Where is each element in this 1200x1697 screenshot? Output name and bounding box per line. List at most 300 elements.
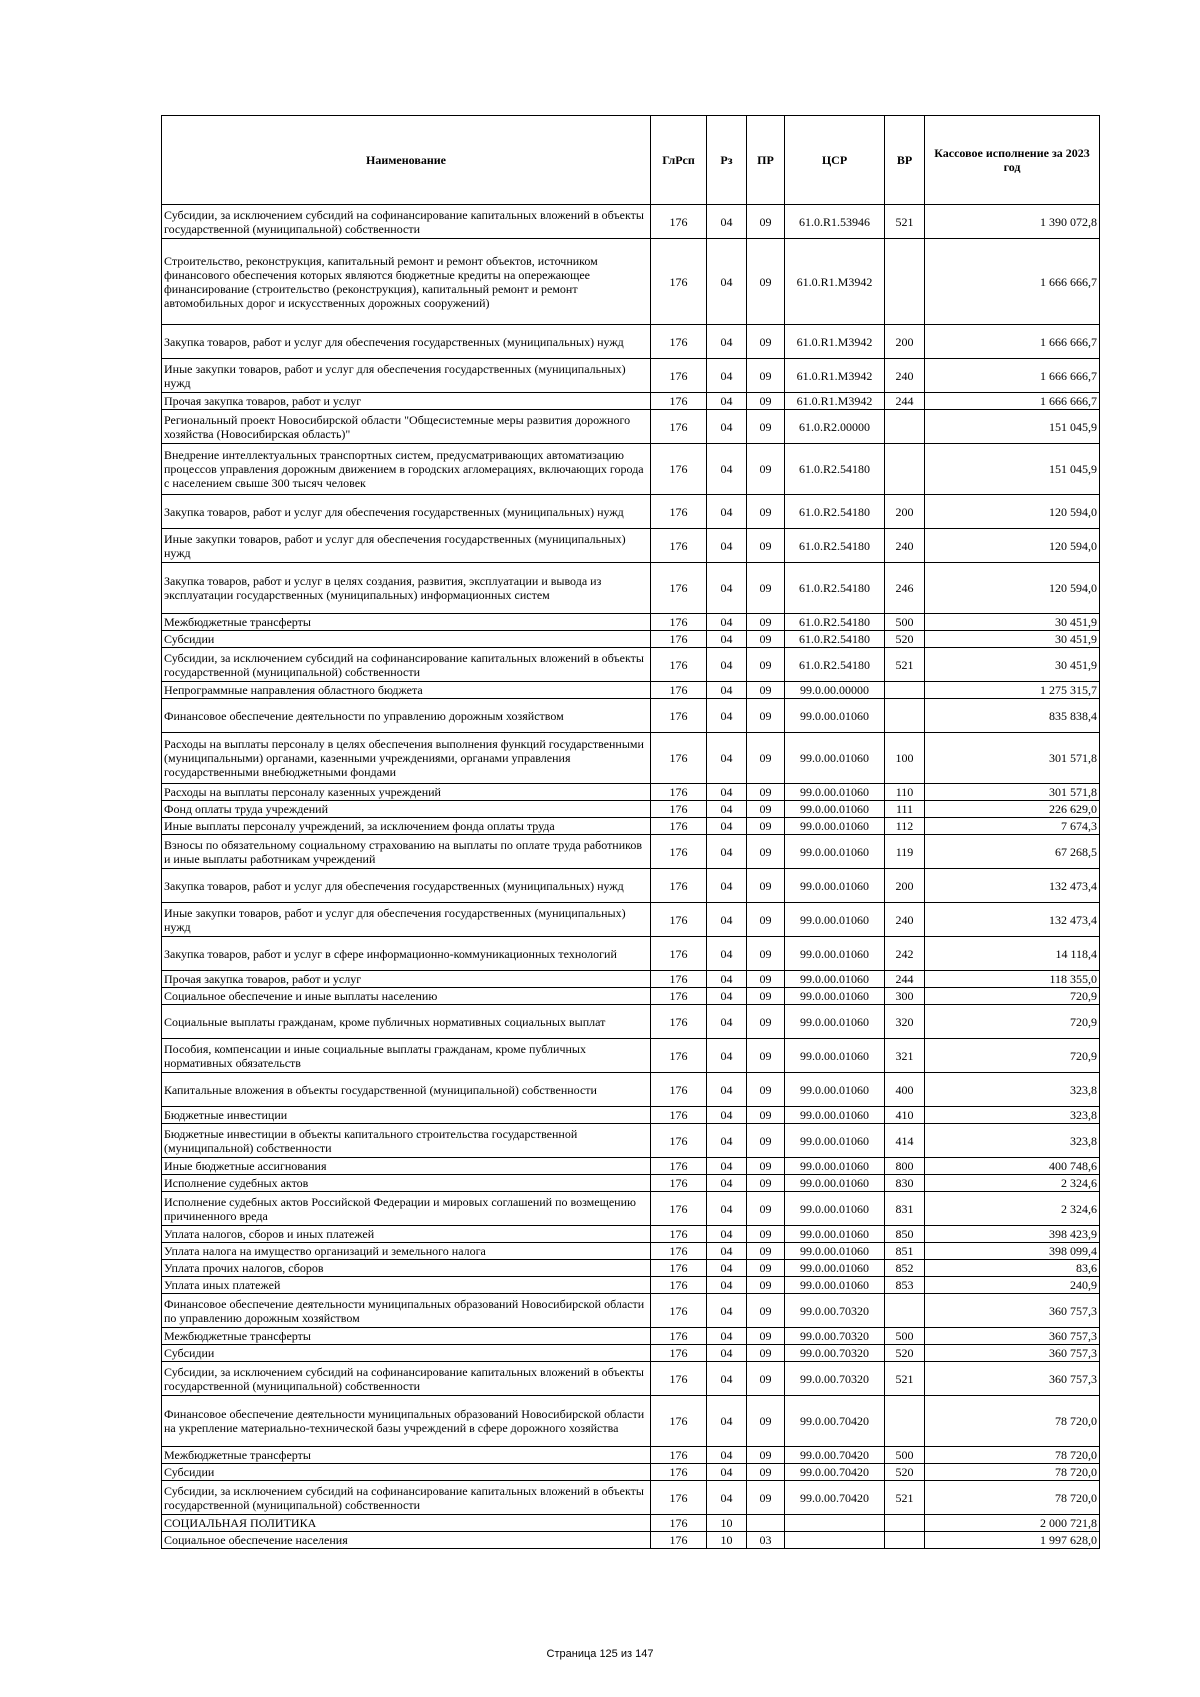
cell-pr: 09 bbox=[747, 239, 785, 325]
cell-amount: 1 666 666,7 bbox=[925, 239, 1100, 325]
cell-amount: 1 666 666,7 bbox=[925, 359, 1100, 393]
cell-name: Региональный проект Новосибирской области "Общесистемные меры развития дорожного хозяйства (Новосибирская область)" bbox=[162, 410, 651, 444]
cell-name: Взносы по обязательному социальному страхованию на выплаты по оплате труда работников и иные выплаты работникам учреждений bbox=[162, 835, 651, 869]
cell-csr bbox=[785, 1532, 885, 1549]
cell-glrsp: 176 bbox=[651, 529, 707, 563]
cell-vr bbox=[885, 699, 925, 733]
cell-pr: 09 bbox=[747, 733, 785, 784]
cell-csr: 61.0.R1.M3942 bbox=[785, 393, 885, 410]
header-csr: ЦСР bbox=[785, 116, 885, 205]
table-row bbox=[162, 1532, 1100, 1549]
cell-glrsp: 176 bbox=[651, 1158, 707, 1175]
cell-glrsp: 176 bbox=[651, 1447, 707, 1464]
cell-amount: 240,9 bbox=[925, 1277, 1100, 1294]
cell-glrsp: 176 bbox=[651, 1464, 707, 1481]
cell-glrsp: 176 bbox=[651, 1260, 707, 1277]
cell-vr: 831 bbox=[885, 1192, 925, 1226]
cell-vr: 200 bbox=[885, 869, 925, 903]
cell-pr: 09 bbox=[747, 1039, 785, 1073]
cell-glrsp: 176 bbox=[651, 903, 707, 937]
cell-csr: 99.0.00.01060 bbox=[785, 1226, 885, 1243]
page-number: Страница 125 из 147 bbox=[546, 1648, 654, 1660]
cell-vr: 240 bbox=[885, 903, 925, 937]
cell-name: Пособия, компенсации и иные социальные выплаты гражданам, кроме публичных нормативных обязательств bbox=[162, 1039, 651, 1073]
cell-amount: 720,9 bbox=[925, 1005, 1100, 1039]
cell-name: Закупка товаров, работ и услуг для обеспечения государственных (муниципальных) нужд bbox=[162, 325, 651, 359]
cell-name: Социальное обеспечение населения bbox=[162, 1532, 651, 1549]
cell-glrsp: 176 bbox=[651, 1362, 707, 1396]
cell-name: Субсидии, за исключением субсидий на софинансирование капитальных вложений в объекты государственной (муниципальной) собственности bbox=[162, 1481, 651, 1515]
table-row bbox=[162, 1277, 1100, 1294]
cell-glrsp: 176 bbox=[651, 818, 707, 835]
cell-amount: 2 324,6 bbox=[925, 1175, 1100, 1192]
cell-csr: 99.0.00.01060 bbox=[785, 699, 885, 733]
cell-csr bbox=[785, 1515, 885, 1532]
table-row bbox=[162, 1039, 1100, 1073]
cell-vr: 244 bbox=[885, 971, 925, 988]
cell-vr: 500 bbox=[885, 614, 925, 631]
cell-vr: 521 bbox=[885, 205, 925, 239]
cell-amount: 151 045,9 bbox=[925, 410, 1100, 444]
cell-pr: 09 bbox=[747, 563, 785, 614]
cell-pr: 09 bbox=[747, 835, 785, 869]
table-row bbox=[162, 1005, 1100, 1039]
cell-vr: 414 bbox=[885, 1124, 925, 1158]
table-row bbox=[162, 1345, 1100, 1362]
cell-rz: 04 bbox=[707, 1345, 747, 1362]
cell-rz: 04 bbox=[707, 1328, 747, 1345]
cell-vr: 246 bbox=[885, 563, 925, 614]
cell-glrsp: 176 bbox=[651, 1175, 707, 1192]
cell-csr: 99.0.00.01060 bbox=[785, 733, 885, 784]
cell-name: Прочая закупка товаров, работ и услуг bbox=[162, 971, 651, 988]
cell-amount: 14 118,4 bbox=[925, 937, 1100, 971]
cell-amount: 360 757,3 bbox=[925, 1294, 1100, 1328]
cell-glrsp: 176 bbox=[651, 699, 707, 733]
cell-csr: 99.0.00.01060 bbox=[785, 869, 885, 903]
cell-name: Субсидии bbox=[162, 631, 651, 648]
cell-rz: 04 bbox=[707, 205, 747, 239]
cell-rz: 04 bbox=[707, 903, 747, 937]
cell-vr bbox=[885, 410, 925, 444]
cell-glrsp: 176 bbox=[651, 495, 707, 529]
cell-amount: 7 674,3 bbox=[925, 818, 1100, 835]
cell-amount: 1 275 315,7 bbox=[925, 682, 1100, 699]
cell-name: Бюджетные инвестиции bbox=[162, 1107, 651, 1124]
table-row bbox=[162, 1226, 1100, 1243]
cell-rz: 04 bbox=[707, 1005, 747, 1039]
cell-amount: 835 838,4 bbox=[925, 699, 1100, 733]
cell-amount: 2 000 721,8 bbox=[925, 1515, 1100, 1532]
cell-rz: 04 bbox=[707, 1073, 747, 1107]
cell-amount: 398 423,9 bbox=[925, 1226, 1100, 1243]
cell-name: Закупка товаров, работ и услуг в целях создания, развития, эксплуатации и вывода из эксплуатации государственных (муниципальных) информационных систем bbox=[162, 563, 651, 614]
cell-vr: 521 bbox=[885, 648, 925, 682]
cell-pr: 09 bbox=[747, 1277, 785, 1294]
cell-pr: 09 bbox=[747, 1226, 785, 1243]
cell-amount: 323,8 bbox=[925, 1073, 1100, 1107]
cell-csr: 99.0.00.70320 bbox=[785, 1328, 885, 1345]
cell-pr: 09 bbox=[747, 801, 785, 818]
table-row bbox=[162, 1124, 1100, 1158]
cell-name: Расходы на выплаты персоналу казенных учреждений bbox=[162, 784, 651, 801]
table-row bbox=[162, 869, 1100, 903]
cell-csr: 61.0.R2.54180 bbox=[785, 648, 885, 682]
table-body bbox=[162, 205, 1100, 1549]
table-row bbox=[162, 1192, 1100, 1226]
cell-amount: 398 099,4 bbox=[925, 1243, 1100, 1260]
table-row bbox=[162, 239, 1100, 325]
cell-pr: 09 bbox=[747, 818, 785, 835]
cell-name: Исполнение судебных актов bbox=[162, 1175, 651, 1192]
cell-pr: 09 bbox=[747, 869, 785, 903]
cell-rz: 04 bbox=[707, 682, 747, 699]
cell-amount: 400 748,6 bbox=[925, 1158, 1100, 1175]
cell-pr: 09 bbox=[747, 359, 785, 393]
header-pr: ПР bbox=[747, 116, 785, 205]
cell-glrsp: 176 bbox=[651, 733, 707, 784]
cell-csr: 61.0.R2.54180 bbox=[785, 631, 885, 648]
cell-rz: 04 bbox=[707, 971, 747, 988]
table-row bbox=[162, 1158, 1100, 1175]
cell-rz: 04 bbox=[707, 733, 747, 784]
cell-vr: 100 bbox=[885, 733, 925, 784]
cell-rz: 04 bbox=[707, 1464, 747, 1481]
cell-name: СОЦИАЛЬНАЯ ПОЛИТИКА bbox=[162, 1515, 651, 1532]
cell-pr: 09 bbox=[747, 1158, 785, 1175]
cell-pr: 09 bbox=[747, 1005, 785, 1039]
cell-pr: 09 bbox=[747, 648, 785, 682]
cell-csr: 99.0.00.70420 bbox=[785, 1464, 885, 1481]
table-row bbox=[162, 903, 1100, 937]
cell-glrsp: 176 bbox=[651, 1481, 707, 1515]
table-row bbox=[162, 205, 1100, 239]
table-row bbox=[162, 1073, 1100, 1107]
cell-name: Субсидии, за исключением субсидий на софинансирование капитальных вложений в объекты государственной (муниципальной) собственности bbox=[162, 205, 651, 239]
cell-glrsp: 176 bbox=[651, 1192, 707, 1226]
cell-amount: 30 451,9 bbox=[925, 631, 1100, 648]
table-row bbox=[162, 1396, 1100, 1447]
budget-execution-table bbox=[161, 115, 1100, 1549]
cell-glrsp: 176 bbox=[651, 1107, 707, 1124]
cell-vr: 850 bbox=[885, 1226, 925, 1243]
cell-csr: 99.0.00.00000 bbox=[785, 682, 885, 699]
cell-amount: 323,8 bbox=[925, 1124, 1100, 1158]
cell-amount: 1 997 628,0 bbox=[925, 1532, 1100, 1549]
cell-name: Непрограммные направления областного бюджета bbox=[162, 682, 651, 699]
cell-vr: 520 bbox=[885, 1464, 925, 1481]
cell-rz: 04 bbox=[707, 1175, 747, 1192]
cell-glrsp: 176 bbox=[651, 631, 707, 648]
cell-rz: 04 bbox=[707, 1277, 747, 1294]
cell-pr: 09 bbox=[747, 937, 785, 971]
table-row bbox=[162, 1260, 1100, 1277]
cell-pr: 09 bbox=[747, 631, 785, 648]
cell-pr: 09 bbox=[747, 1345, 785, 1362]
cell-glrsp: 176 bbox=[651, 1328, 707, 1345]
cell-csr: 99.0.00.01060 bbox=[785, 1124, 885, 1158]
cell-amount: 360 757,3 bbox=[925, 1328, 1100, 1345]
cell-glrsp: 176 bbox=[651, 682, 707, 699]
table-row bbox=[162, 971, 1100, 988]
table-row bbox=[162, 1243, 1100, 1260]
cell-pr: 09 bbox=[747, 903, 785, 937]
cell-csr: 99.0.00.70320 bbox=[785, 1294, 885, 1328]
cell-pr bbox=[747, 1515, 785, 1532]
table-row bbox=[162, 393, 1100, 410]
cell-name: Финансовое обеспечение деятельности муниципальных образований Новосибирской области по управлению дорожным хозяйством bbox=[162, 1294, 651, 1328]
cell-amount: 720,9 bbox=[925, 988, 1100, 1005]
cell-rz: 04 bbox=[707, 1039, 747, 1073]
cell-glrsp: 176 bbox=[651, 393, 707, 410]
cell-csr: 99.0.00.70320 bbox=[785, 1345, 885, 1362]
table-row bbox=[162, 801, 1100, 818]
cell-vr bbox=[885, 1515, 925, 1532]
cell-name: Межбюджетные трансферты bbox=[162, 1447, 651, 1464]
cell-pr: 03 bbox=[747, 1532, 785, 1549]
cell-rz: 04 bbox=[707, 1447, 747, 1464]
cell-pr: 09 bbox=[747, 1328, 785, 1345]
cell-glrsp: 176 bbox=[651, 444, 707, 495]
cell-rz: 04 bbox=[707, 1158, 747, 1175]
table-row bbox=[162, 325, 1100, 359]
cell-rz: 04 bbox=[707, 529, 747, 563]
cell-csr: 99.0.00.01060 bbox=[785, 1243, 885, 1260]
cell-amount: 78 720,0 bbox=[925, 1464, 1100, 1481]
header-rz: Рз bbox=[707, 116, 747, 205]
table-row bbox=[162, 1447, 1100, 1464]
cell-csr: 99.0.00.01060 bbox=[785, 1260, 885, 1277]
cell-amount: 1 666 666,7 bbox=[925, 325, 1100, 359]
cell-csr: 99.0.00.01060 bbox=[785, 1277, 885, 1294]
cell-name: Субсидии bbox=[162, 1345, 651, 1362]
cell-vr: 500 bbox=[885, 1328, 925, 1345]
cell-vr: 240 bbox=[885, 359, 925, 393]
header-vr: ВР bbox=[885, 116, 925, 205]
cell-rz: 04 bbox=[707, 1396, 747, 1447]
cell-pr: 09 bbox=[747, 1396, 785, 1447]
cell-vr bbox=[885, 1532, 925, 1549]
cell-amount: 83,6 bbox=[925, 1260, 1100, 1277]
cell-pr: 09 bbox=[747, 1107, 785, 1124]
cell-amount: 78 720,0 bbox=[925, 1447, 1100, 1464]
cell-vr: 500 bbox=[885, 1447, 925, 1464]
cell-name: Социальные выплаты гражданам, кроме публичных нормативных социальных выплат bbox=[162, 1005, 651, 1039]
cell-name: Строительство, реконструкция, капитальный ремонт и ремонт объектов, источником финансового обеспечения которых являются бюджетные кредиты на опережающее финансирование (строительство (реконструкция), капитальный ремонт и ремонт автомобильных дорог и искусственных дорожных сооружений) bbox=[162, 239, 651, 325]
cell-rz: 04 bbox=[707, 1107, 747, 1124]
cell-amount: 1 390 072,8 bbox=[925, 205, 1100, 239]
cell-glrsp: 176 bbox=[651, 1124, 707, 1158]
cell-name: Бюджетные инвестиции в объекты капитального строительства государственной (муниципальной) собственности bbox=[162, 1124, 651, 1158]
table-row bbox=[162, 1464, 1100, 1481]
cell-amount: 120 594,0 bbox=[925, 563, 1100, 614]
cell-name: Капитальные вложения в объекты государственной (муниципальной) собственности bbox=[162, 1073, 651, 1107]
cell-vr: 300 bbox=[885, 988, 925, 1005]
cell-csr: 61.0.R2.54180 bbox=[785, 529, 885, 563]
cell-pr: 09 bbox=[747, 495, 785, 529]
cell-csr: 61.0.R2.54180 bbox=[785, 563, 885, 614]
cell-rz: 04 bbox=[707, 631, 747, 648]
cell-rz: 04 bbox=[707, 1124, 747, 1158]
table-row bbox=[162, 1294, 1100, 1328]
cell-name: Исполнение судебных актов Российской Федерации и мировых соглашений по возмещению причиненного вреда bbox=[162, 1192, 651, 1226]
table-row bbox=[162, 444, 1100, 495]
cell-rz: 04 bbox=[707, 1192, 747, 1226]
cell-glrsp: 176 bbox=[651, 971, 707, 988]
cell-amount: 118 355,0 bbox=[925, 971, 1100, 988]
cell-rz: 04 bbox=[707, 325, 747, 359]
cell-name: Закупка товаров, работ и услуг для обеспечения государственных (муниципальных) нужд bbox=[162, 495, 651, 529]
cell-vr: 520 bbox=[885, 1345, 925, 1362]
cell-rz: 04 bbox=[707, 1226, 747, 1243]
table-row bbox=[162, 631, 1100, 648]
cell-csr: 99.0.00.01060 bbox=[785, 1175, 885, 1192]
cell-pr: 09 bbox=[747, 444, 785, 495]
cell-vr: 521 bbox=[885, 1481, 925, 1515]
cell-name: Иные закупки товаров, работ и услуг для обеспечения государственных (муниципальных) нужд bbox=[162, 359, 651, 393]
table-row bbox=[162, 648, 1100, 682]
cell-amount: 30 451,9 bbox=[925, 648, 1100, 682]
cell-name: Закупка товаров, работ и услуг в сфере информационно-коммуникационных технологий bbox=[162, 937, 651, 971]
table-row bbox=[162, 699, 1100, 733]
table-row bbox=[162, 1107, 1100, 1124]
cell-csr: 99.0.00.01060 bbox=[785, 988, 885, 1005]
cell-glrsp: 176 bbox=[651, 1226, 707, 1243]
header-name: Наименование bbox=[162, 116, 651, 205]
cell-rz: 04 bbox=[707, 801, 747, 818]
cell-rz: 04 bbox=[707, 563, 747, 614]
cell-glrsp: 176 bbox=[651, 239, 707, 325]
cell-csr: 99.0.00.70420 bbox=[785, 1481, 885, 1515]
cell-csr: 61.0.R2.54180 bbox=[785, 614, 885, 631]
cell-vr: 410 bbox=[885, 1107, 925, 1124]
cell-pr: 09 bbox=[747, 699, 785, 733]
cell-glrsp: 176 bbox=[651, 1243, 707, 1260]
cell-pr: 09 bbox=[747, 1464, 785, 1481]
table-row bbox=[162, 614, 1100, 631]
cell-rz: 04 bbox=[707, 937, 747, 971]
cell-rz: 04 bbox=[707, 1260, 747, 1277]
cell-rz: 04 bbox=[707, 648, 747, 682]
cell-vr: 852 bbox=[885, 1260, 925, 1277]
cell-csr: 99.0.00.01060 bbox=[785, 801, 885, 818]
cell-vr: 830 bbox=[885, 1175, 925, 1192]
cell-vr bbox=[885, 1396, 925, 1447]
cell-pr: 09 bbox=[747, 1294, 785, 1328]
cell-amount: 132 473,4 bbox=[925, 903, 1100, 937]
cell-glrsp: 176 bbox=[651, 1396, 707, 1447]
cell-rz: 04 bbox=[707, 1362, 747, 1396]
cell-rz: 04 bbox=[707, 988, 747, 1005]
table-row bbox=[162, 1515, 1100, 1532]
cell-name: Субсидии, за исключением субсидий на софинансирование капитальных вложений в объекты государственной (муниципальной) собственности bbox=[162, 1362, 651, 1396]
cell-glrsp: 176 bbox=[651, 801, 707, 818]
cell-amount: 720,9 bbox=[925, 1039, 1100, 1073]
table-row bbox=[162, 784, 1100, 801]
cell-glrsp: 176 bbox=[651, 563, 707, 614]
cell-csr: 61.0.R1.M3942 bbox=[785, 359, 885, 393]
cell-pr: 09 bbox=[747, 325, 785, 359]
cell-glrsp: 176 bbox=[651, 937, 707, 971]
cell-amount: 78 720,0 bbox=[925, 1396, 1100, 1447]
cell-vr: 244 bbox=[885, 393, 925, 410]
cell-name: Внедрение интеллектуальных транспортных систем, предусматривающих автоматизацию процессов управления дорожным движением в городских агломерациях, включающих города с населением свыше 300 тысяч человек bbox=[162, 444, 651, 495]
cell-amount: 30 451,9 bbox=[925, 614, 1100, 631]
cell-vr: 112 bbox=[885, 818, 925, 835]
cell-rz: 04 bbox=[707, 444, 747, 495]
table-row bbox=[162, 563, 1100, 614]
cell-glrsp: 176 bbox=[651, 1073, 707, 1107]
cell-name: Субсидии, за исключением субсидий на софинансирование капитальных вложений в объекты государственной (муниципальной) собственности bbox=[162, 648, 651, 682]
cell-glrsp: 176 bbox=[651, 1277, 707, 1294]
cell-pr: 09 bbox=[747, 410, 785, 444]
table-row bbox=[162, 937, 1100, 971]
cell-name: Уплата иных платежей bbox=[162, 1277, 651, 1294]
cell-csr: 99.0.00.70320 bbox=[785, 1362, 885, 1396]
cell-pr: 09 bbox=[747, 682, 785, 699]
cell-rz: 04 bbox=[707, 359, 747, 393]
table-row bbox=[162, 359, 1100, 393]
cell-vr: 240 bbox=[885, 529, 925, 563]
cell-vr: 321 bbox=[885, 1039, 925, 1073]
cell-csr: 99.0.00.01060 bbox=[785, 1158, 885, 1175]
cell-amount: 360 757,3 bbox=[925, 1345, 1100, 1362]
table-row bbox=[162, 682, 1100, 699]
cell-name: Иные закупки товаров, работ и услуг для обеспечения государственных (муниципальных) нужд bbox=[162, 529, 651, 563]
cell-csr: 61.0.R2.00000 bbox=[785, 410, 885, 444]
header-amount: Кассовое исполнение за 2023 год bbox=[925, 116, 1100, 205]
cell-name: Социальное обеспечение и иные выплаты населению bbox=[162, 988, 651, 1005]
cell-csr: 61.0.R2.54180 bbox=[785, 444, 885, 495]
cell-amount: 2 324,6 bbox=[925, 1192, 1100, 1226]
cell-name: Закупка товаров, работ и услуг для обеспечения государственных (муниципальных) нужд bbox=[162, 869, 651, 903]
cell-csr: 61.0.R1.53946 bbox=[785, 205, 885, 239]
table-header-row bbox=[162, 116, 1100, 205]
cell-name: Иные выплаты персоналу учреждений, за исключением фонда оплаты труда bbox=[162, 818, 651, 835]
cell-csr: 99.0.00.01060 bbox=[785, 1192, 885, 1226]
cell-glrsp: 176 bbox=[651, 835, 707, 869]
cell-amount: 120 594,0 bbox=[925, 495, 1100, 529]
cell-rz: 10 bbox=[707, 1515, 747, 1532]
cell-rz: 10 bbox=[707, 1532, 747, 1549]
cell-pr: 09 bbox=[747, 1124, 785, 1158]
cell-glrsp: 176 bbox=[651, 988, 707, 1005]
cell-name: Межбюджетные трансферты bbox=[162, 614, 651, 631]
table-row bbox=[162, 1481, 1100, 1515]
table-row bbox=[162, 410, 1100, 444]
cell-rz: 04 bbox=[707, 1481, 747, 1515]
cell-pr: 09 bbox=[747, 529, 785, 563]
cell-amount: 226 629,0 bbox=[925, 801, 1100, 818]
cell-amount: 120 594,0 bbox=[925, 529, 1100, 563]
cell-rz: 04 bbox=[707, 1243, 747, 1260]
cell-csr: 99.0.00.01060 bbox=[785, 971, 885, 988]
cell-glrsp: 176 bbox=[651, 359, 707, 393]
cell-amount: 67 268,5 bbox=[925, 835, 1100, 869]
cell-glrsp: 176 bbox=[651, 410, 707, 444]
cell-pr: 09 bbox=[747, 988, 785, 1005]
cell-glrsp: 176 bbox=[651, 614, 707, 631]
cell-rz: 04 bbox=[707, 495, 747, 529]
cell-csr: 99.0.00.01060 bbox=[785, 1039, 885, 1073]
cell-csr: 99.0.00.01060 bbox=[785, 1005, 885, 1039]
cell-csr: 99.0.00.01060 bbox=[785, 903, 885, 937]
cell-vr: 521 bbox=[885, 1362, 925, 1396]
cell-pr: 09 bbox=[747, 614, 785, 631]
cell-glrsp: 176 bbox=[651, 325, 707, 359]
cell-glrsp: 176 bbox=[651, 1532, 707, 1549]
cell-pr: 09 bbox=[747, 1175, 785, 1192]
